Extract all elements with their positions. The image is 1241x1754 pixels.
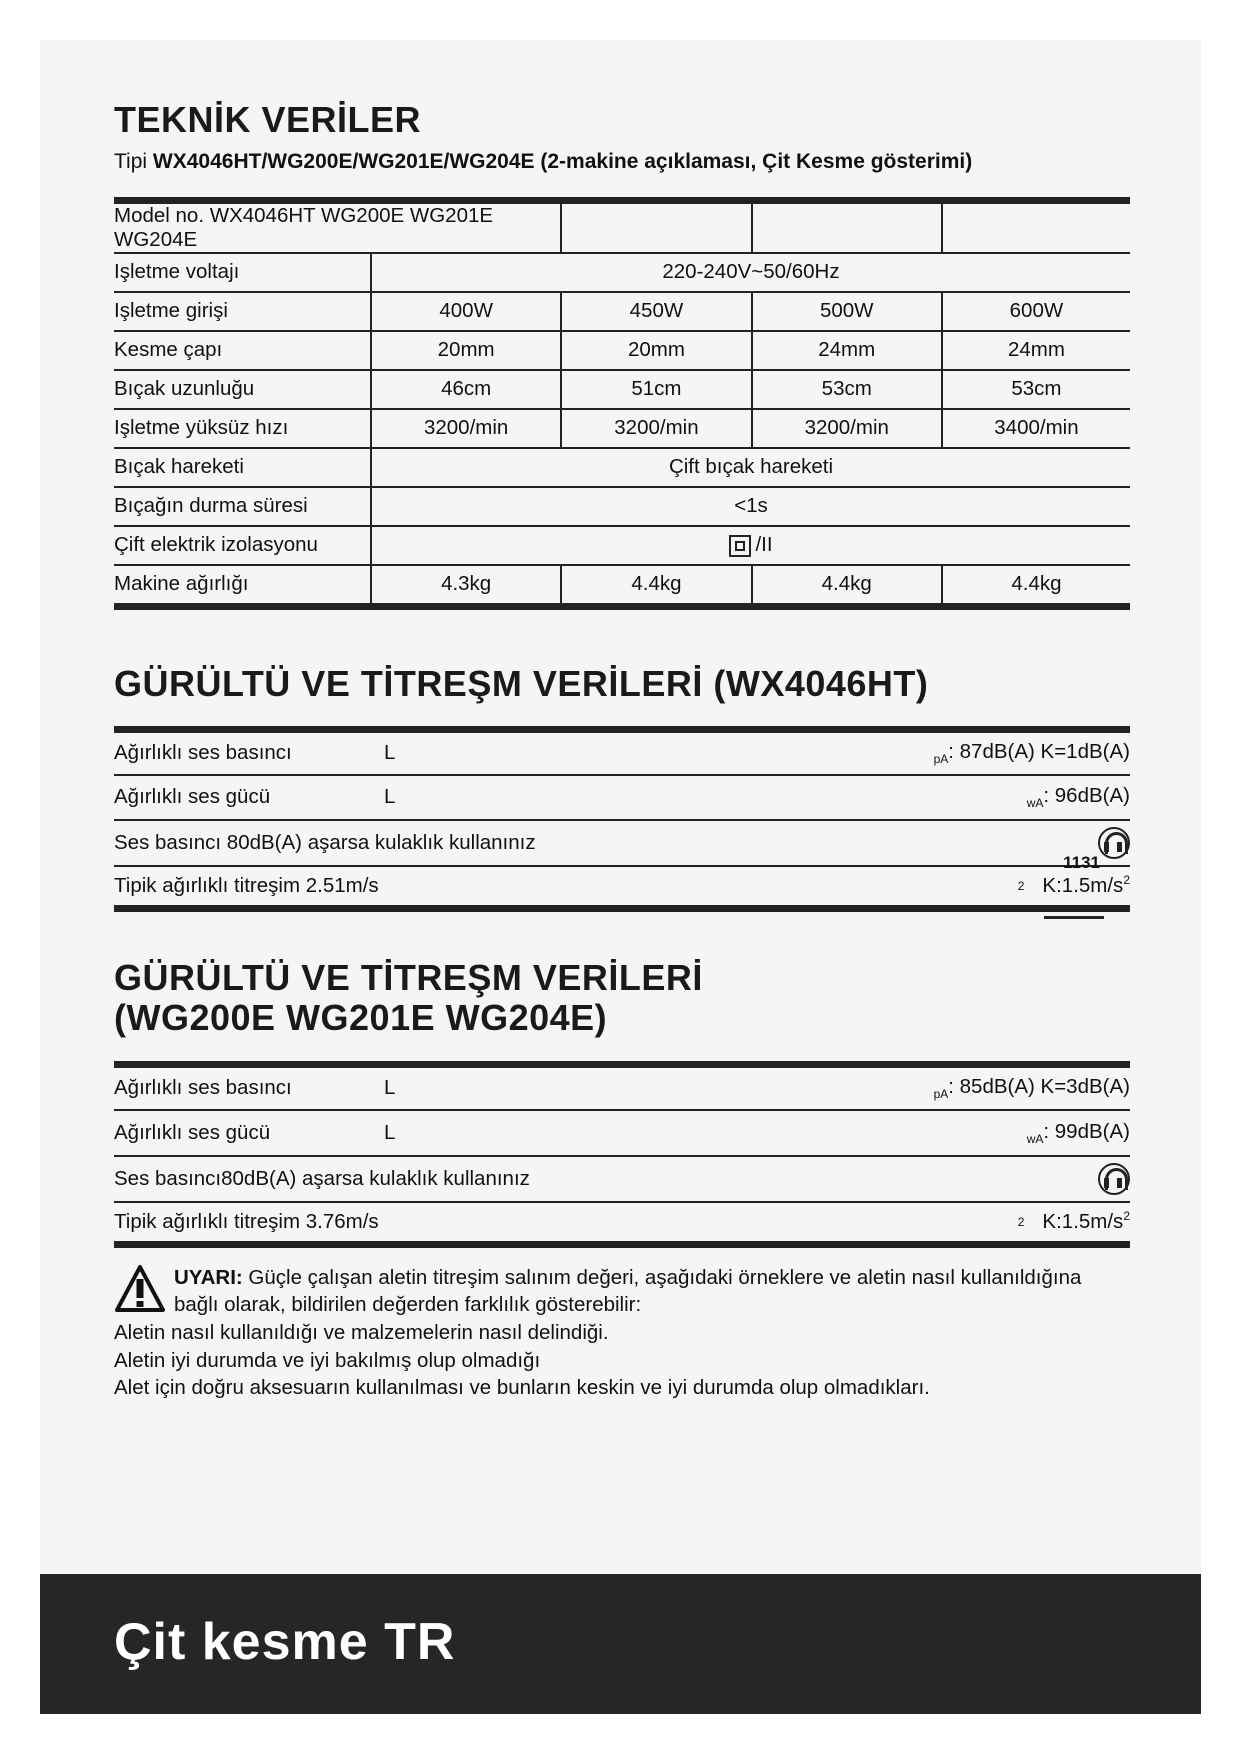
model-label: Model no. WX4046HT WG200E WG201E WG204E	[114, 200, 561, 253]
type-models: WX4046HT/WG200E/WG201E/WG204E (2-makine açıklaması, Çit Kesme gösterimi)	[152, 150, 973, 174]
warning-text: UYARI: Güçle çalışan aletin titreşim salınım değeri, aşağıdaki örneklere ve aletin nasıl kullanıldığına bağlı olarak, bildirilen değerden farklılık gösterebilir:	[174, 1265, 1082, 1317]
ear-protection-text: Ses basıncı80dB(A) aşarsa kulaklık kullanınız	[114, 1166, 530, 1190]
type-prefix: Tipi	[114, 150, 153, 174]
footer-band	[40, 1574, 1201, 1714]
ear-protection-icon	[1098, 1163, 1130, 1195]
sound-power-row	[114, 776, 1130, 821]
type-line	[114, 148, 1130, 176]
ear-protection-text: Ses basıncı 80dB(A) aşarsa kulaklık kullanınız	[114, 830, 536, 854]
vibration-row	[114, 1203, 1130, 1248]
sound-pressure-label: Ağırlıklı ses basıncı	[114, 1076, 292, 1100]
spec-value: 450W	[561, 292, 751, 331]
spec-value: 46cm	[371, 370, 561, 409]
sound-pressure-value: $_{pA}$: 85dB(A) K=3dB(A)	[933, 1075, 1130, 1102]
spec-row	[114, 565, 1130, 607]
page-content	[114, 100, 1130, 1402]
warning-line: Alet için doğru aksesuarın kullanılması ve bunların keskin ve iyi durumda olup olmadıkları.	[114, 1376, 930, 1400]
spec-value: 3200/min	[752, 409, 942, 448]
double-insulation-icon	[729, 535, 751, 557]
spec-row-label: Bıçak uzunluğu	[114, 370, 371, 409]
sound-power-symbol: L	[384, 1120, 396, 1144]
spec-row-label: Çift elektrik izolasyonu	[114, 526, 371, 565]
sound-power-label: Ağırlıklı ses gücü	[114, 1120, 271, 1144]
spec-value: 20mm	[371, 331, 561, 370]
spec-row	[114, 253, 1130, 292]
page-number-rule	[1044, 916, 1104, 919]
spec-value: 4.4kg	[752, 565, 942, 607]
spec-value: 400W	[371, 292, 561, 331]
spec-row-label: Işletme voltajı	[114, 253, 371, 292]
model-cell	[752, 200, 942, 253]
noise2-heading: GÜRÜLTÜ VE TİTREŞM VERİLERİ (WG200E WG201E WG204E)	[114, 956, 703, 1039]
model-row	[114, 200, 1130, 253]
noise1-table	[114, 726, 1130, 912]
spec-row-label: Bıçağın durma süresi	[114, 487, 371, 526]
spec-value: 3200/min	[371, 409, 561, 448]
sound-pressure-row	[114, 726, 1130, 776]
spec-span-value: 220-240V~50/60Hz	[371, 253, 1130, 292]
spec-row	[114, 448, 1130, 487]
spec-row	[114, 331, 1130, 370]
footer-title: Çit kesme TR	[114, 1613, 456, 1671]
vibration-text: Tipik ağırlıklı titreşim 3.76m/s	[114, 1209, 379, 1233]
ear-protection-row	[114, 821, 1130, 867]
sound-pressure-symbol: L	[384, 1076, 396, 1100]
spec-row	[114, 487, 1130, 526]
warning-title: UYARI:	[174, 1265, 243, 1289]
spec-row	[114, 370, 1130, 409]
spec-row-label: Bıçak hareketi	[114, 448, 371, 487]
spec-value: 4.4kg	[942, 565, 1130, 607]
noise2-table	[114, 1061, 1130, 1248]
sound-power-symbol: L	[384, 785, 396, 809]
spec-value: 500W	[752, 292, 942, 331]
spec-row-label: Makine ağırlığı	[114, 565, 371, 607]
spec-value: 4.3kg	[371, 565, 561, 607]
spec-value: 51cm	[561, 370, 751, 409]
manual-page	[40, 40, 1201, 1714]
spec-value: 20mm	[561, 331, 751, 370]
sound-pressure-row	[114, 1061, 1130, 1111]
spec-row-label: Işletme yüksüz hızı	[114, 409, 371, 448]
vibration-k: $K:1.5m/s^2$	[1042, 1209, 1130, 1234]
spec-row-label: Kesme çapı	[114, 331, 371, 370]
ear-protection-row	[114, 1157, 1130, 1203]
vibration-unit-exp: 2	[1017, 1214, 1025, 1229]
model-cell	[561, 200, 751, 253]
spec-heading: TEKNİK VERİLER	[114, 99, 422, 140]
vibration-row	[114, 867, 1130, 912]
spec-value: 24mm	[942, 331, 1130, 370]
vibration-k: $K:1.5m/s^2$	[1042, 873, 1130, 898]
ear-protection-icon	[1098, 827, 1130, 859]
spec-row-label: Işletme girişi	[114, 292, 371, 331]
spec-value: 53cm	[942, 370, 1130, 409]
spec-value: 600W	[942, 292, 1130, 331]
spec-row	[114, 526, 1130, 565]
spec-value: 3200/min	[561, 409, 751, 448]
sound-pressure-label: Ağırlıklı ses basıncı	[114, 741, 292, 765]
spec-row	[114, 292, 1130, 331]
model-cell	[942, 200, 1130, 253]
sound-power-row	[114, 1111, 1130, 1157]
noise1-heading: GÜRÜLTÜ VE TİTREŞM VERİLERİ (WX4046HT)	[114, 662, 929, 704]
warning-block	[114, 1264, 1130, 1402]
spec-span-value: Çift bıçak hareketi	[371, 448, 1130, 487]
vibration-unit-exp: 2	[1017, 878, 1025, 893]
spec-table	[114, 197, 1130, 610]
spec-value: 24mm	[752, 331, 942, 370]
spec-value: 4.4kg	[561, 565, 751, 607]
spec-value: 3400/min	[942, 409, 1130, 448]
vibration-text: Tipik ağırlıklı titreşim 2.51m/s	[114, 873, 379, 897]
spec-span-text: /II	[755, 533, 773, 557]
spec-span-value	[371, 526, 1130, 565]
warning-triangle-icon	[114, 1264, 166, 1314]
sound-power-value: $_{wA}$: 96dB(A)	[1026, 784, 1130, 811]
warning-head	[114, 1264, 1130, 1319]
sound-power-label: Ağırlıklı ses gücü	[114, 785, 271, 809]
sound-pressure-symbol: L	[384, 741, 396, 765]
sound-pressure-value: $_{pA}$: 87dB(A) K=1dB(A)	[933, 740, 1130, 767]
sound-power-value: $_{wA}$: 99dB(A)	[1026, 1119, 1130, 1146]
spec-row	[114, 409, 1130, 448]
spec-value: 53cm	[752, 370, 942, 409]
warning-line: Aletin iyi durumda ve iyi bakılmış olup olmadığı	[114, 1348, 541, 1372]
warning-line: Aletin nasıl kullanıldığı ve malzemelerin nasıl delindiği.	[114, 1320, 609, 1344]
spec-span-value: <1s	[371, 487, 1130, 526]
page-number: 1131	[1063, 853, 1100, 872]
